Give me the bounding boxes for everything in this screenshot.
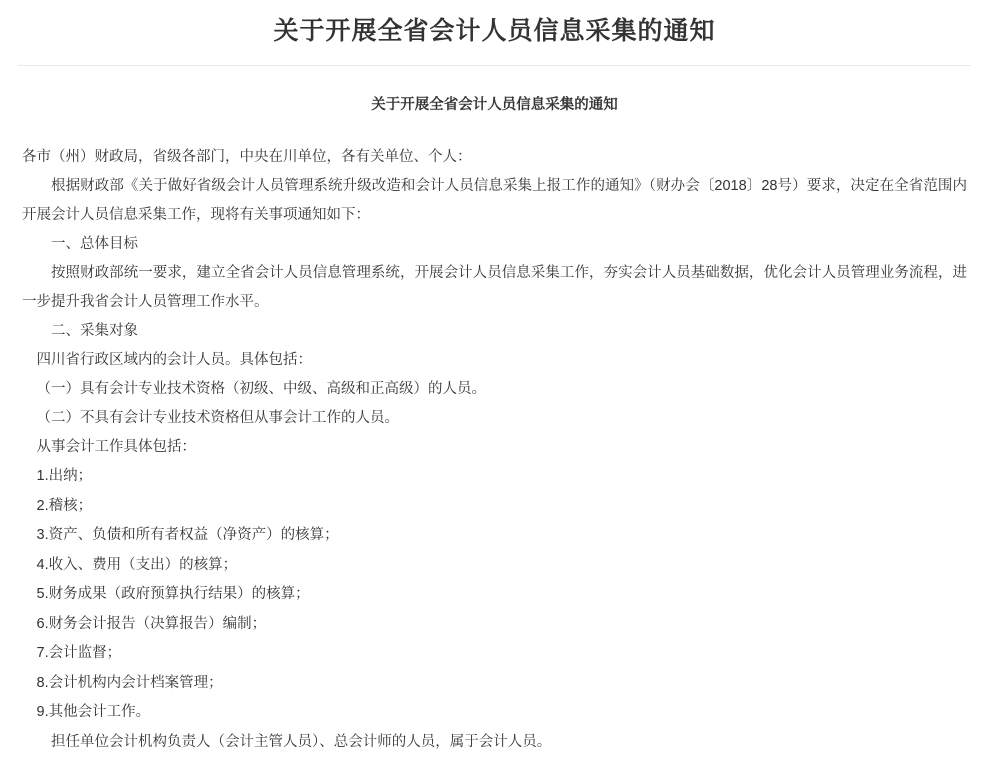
list-item: 6.财务会计报告（决算报告）编制； [36, 615, 267, 632]
section-heading-overall-goal: 一、总体目标 [51, 236, 138, 253]
paragraph-targets-intro: 四川省行政区域内的会计人员。具体包括： [36, 352, 312, 369]
list-item: 4.收入、费用（支出）的核算； [36, 556, 238, 573]
document-body [18, 143, 971, 757]
paragraph-closing: 担任单位会计机构负责人（会计主管人员）、总会计师的人员，属于会计人员。 [51, 733, 552, 750]
list-item: 5.财务成果（政府预算执行结果）的核算； [36, 586, 310, 603]
paragraph-targets-item-1: （一）具有会计专业技术资格（初级、中级、高级和正高级）的人员。 [36, 381, 486, 398]
salutation: 各市（州）财政局，省级各部门，中央在川单位，各有关单位、个人： [22, 149, 472, 166]
section-heading-collection-targets: 二、采集对象 [51, 323, 138, 340]
list-item: 9.其他会计工作。 [36, 704, 151, 721]
list-item: 2.稽核； [36, 497, 93, 514]
list-item: 8.会计机构内会计档案管理； [36, 674, 223, 691]
page-title: 关于开展全省会计人员信息采集的通知 [273, 17, 716, 45]
list-item: 7.会计监督； [36, 645, 122, 662]
list-item: 1.出纳； [36, 468, 93, 485]
paragraph-overall-goal: 按照财政部统一要求，建立全省会计人员信息管理系统，开展会计人员信息采集工作，夯实会计人员基础数据，优化会计人员管理业务流程，进一步提升我省会计人员管理工作水平。 [22, 265, 967, 311]
document-subtitle: 关于开展全省会计人员信息采集的通知 [371, 97, 618, 113]
paragraph-work-scope-intro: 从事会计工作具体包括： [36, 439, 196, 456]
paragraph-basis: 根据财政部《关于做好省级会计人员管理系统升级改造和会计人员信息采集上报工作的通知》（财办会〔2018〕28号）要求，决定在全省范围内开展会计人员信息采集工作，现将有关事项通知如下： [22, 178, 967, 224]
list-item: 3.资产、负债和所有者权益（净资产）的核算； [36, 527, 339, 544]
paragraph-targets-item-2: （二）不具有会计专业技术资格但从事会计工作的人员。 [36, 410, 399, 427]
